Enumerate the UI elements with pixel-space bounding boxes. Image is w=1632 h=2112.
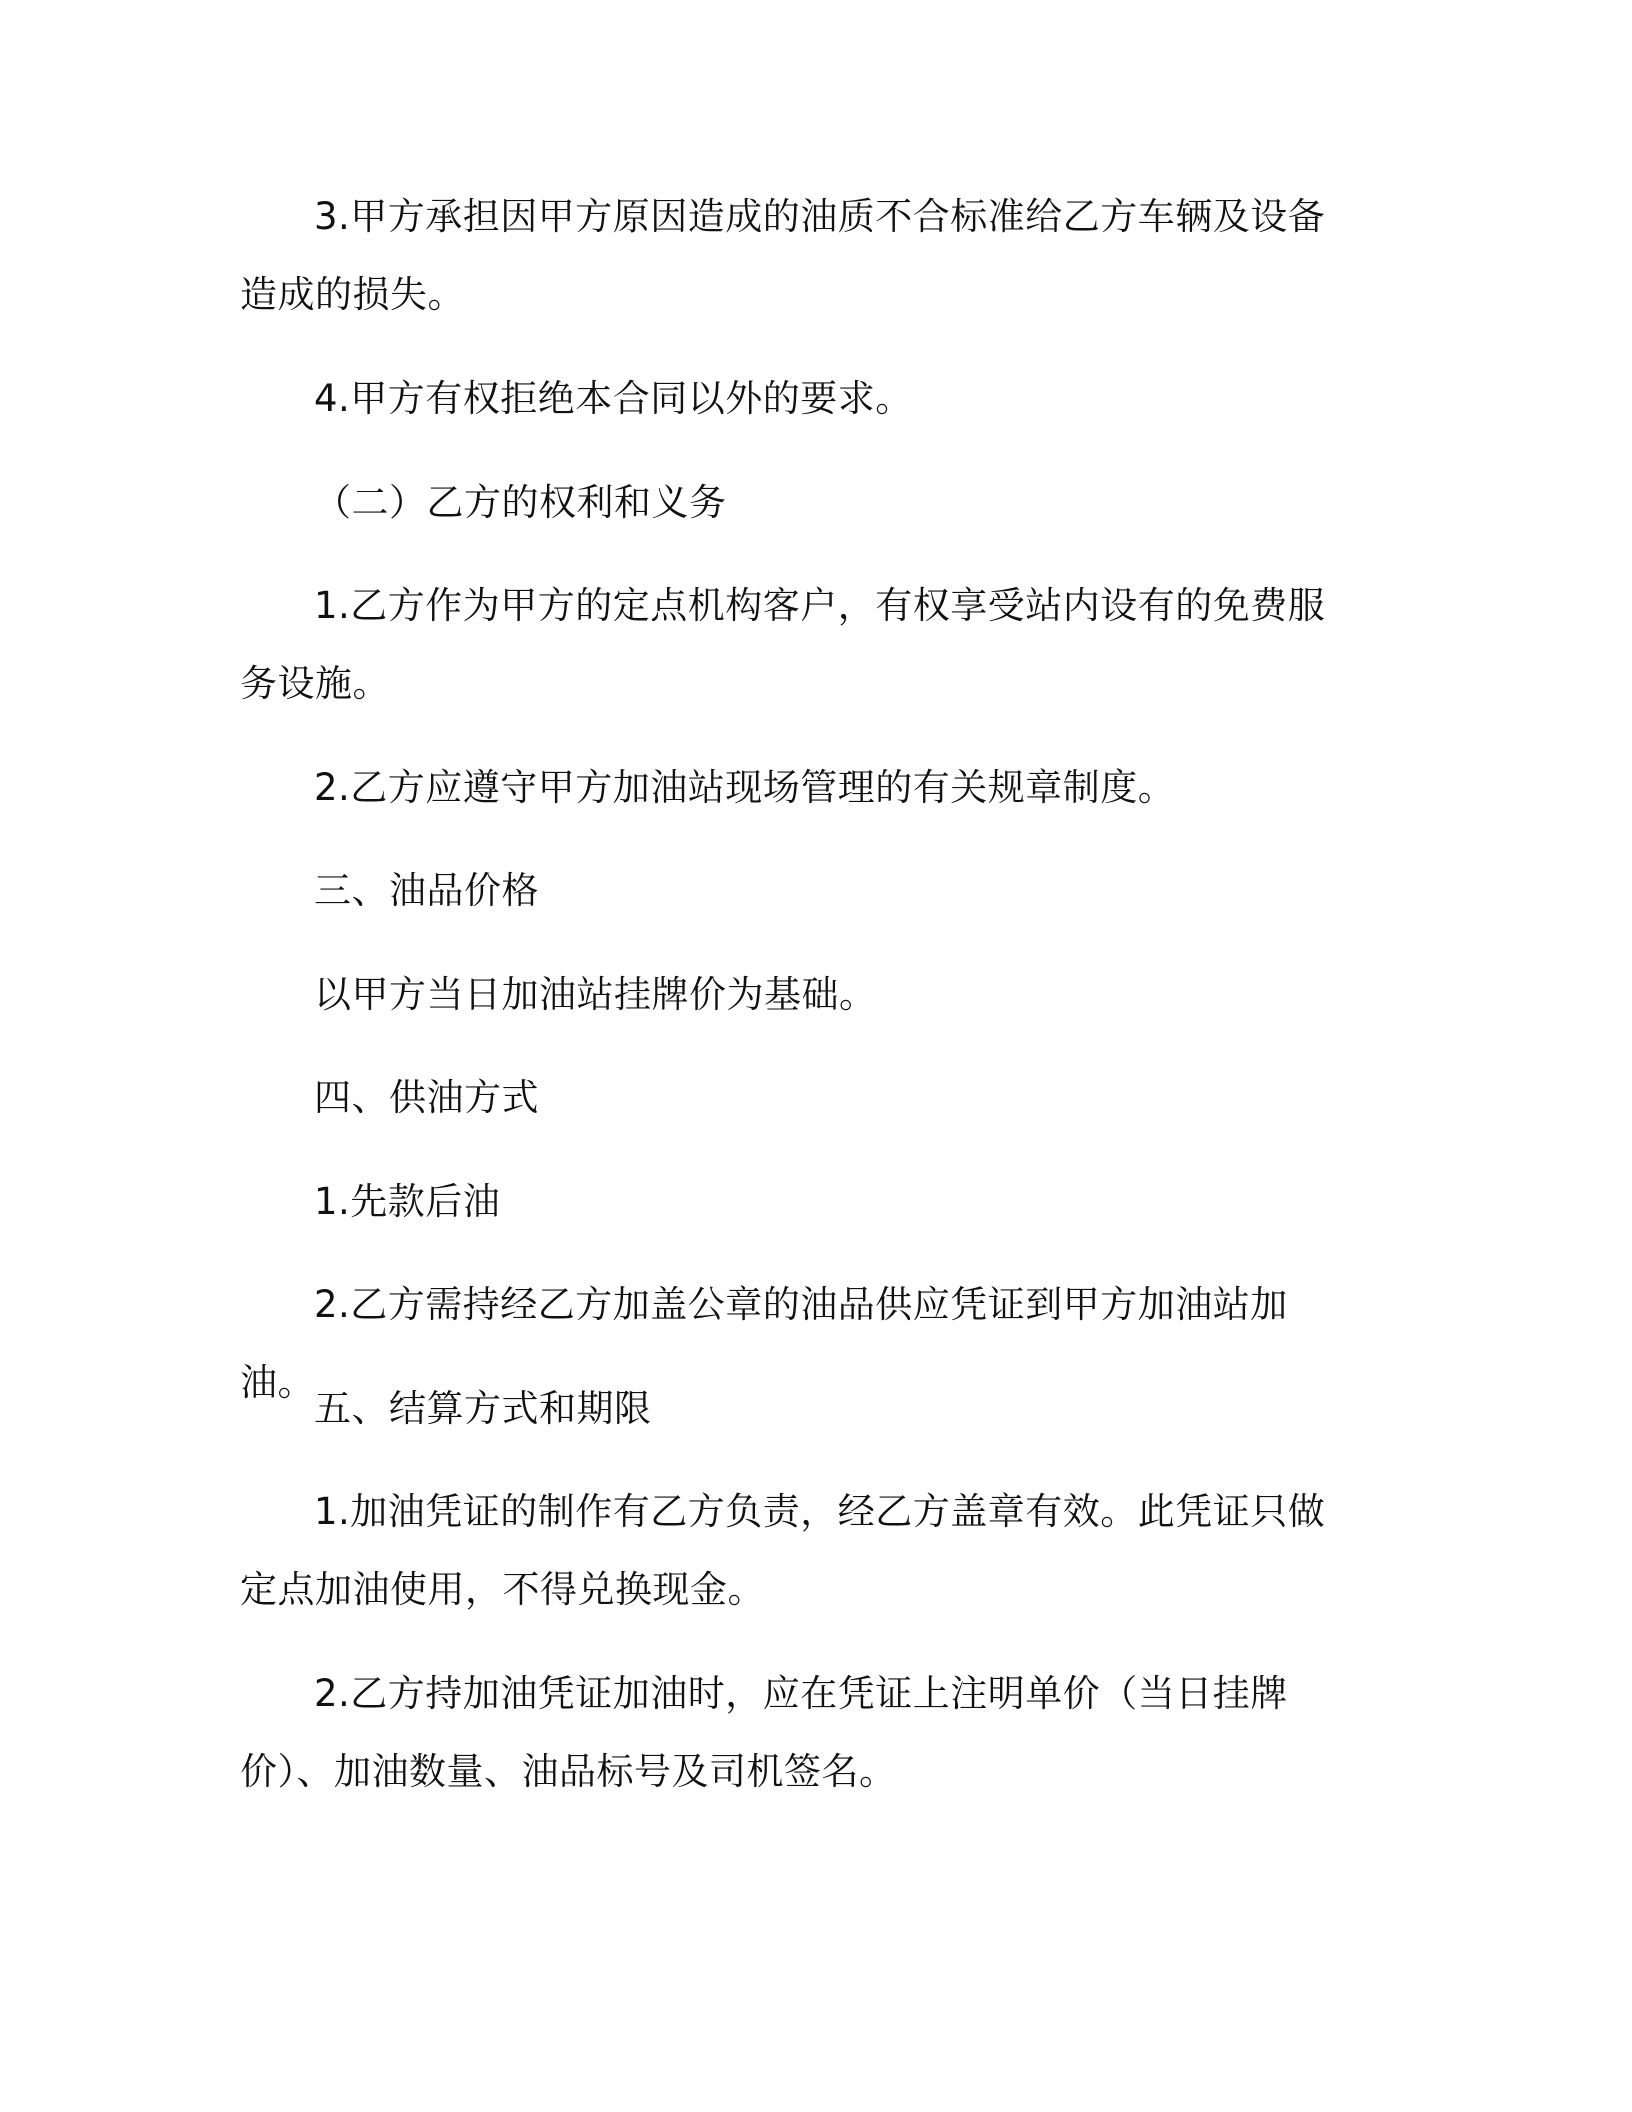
paragraph-party-b-clause-1: 1.乙方作为甲方的定点机构客户，有权享受站内设有的免费服务设施。 (240, 584, 1326, 705)
paragraph-supply-clause-1: 1.先款后油 (314, 1180, 501, 1223)
paragraph-clause-4-right-to-refuse: 4.甲方有权拒绝本合同以外的要求。 (314, 377, 913, 420)
section-heading-settlement: 五、结算方式和期限 (314, 1387, 652, 1430)
paragraph-clause-3-liability: 3.甲方承担因甲方原因造成的油质不合标准给乙方车辆及设备造成的损失。 (240, 195, 1326, 316)
section-heading-supply-method: 四、供油方式 (314, 1076, 539, 1119)
paragraph-party-b-clause-2: 2.乙方应遵守甲方加油站现场管理的有关规章制度。 (314, 766, 1176, 809)
paragraph-supply-clause-2: 2.乙方需持经乙方加盖公章的油品供应凭证到甲方加油站加油。 (240, 1283, 1288, 1404)
section-heading-party-b-rights: （二）乙方的权利和义务 (314, 481, 727, 524)
section-heading-oil-price: 三、油品价格 (314, 869, 539, 912)
paragraph-settlement-clause-2: 2.乙方持加油凭证加油时，应在凭证上注明单价（当日挂牌价）、加油数量、油品标号及司机签名。 (240, 1672, 1288, 1793)
paragraph-settlement-clause-1: 1.加油凭证的制作有乙方负责，经乙方盖章有效。此凭证只做定点加油使用，不得兑换现金。 (240, 1490, 1326, 1611)
paragraph-oil-price: 以甲方当日加油站挂牌价为基础。 (314, 973, 877, 1016)
